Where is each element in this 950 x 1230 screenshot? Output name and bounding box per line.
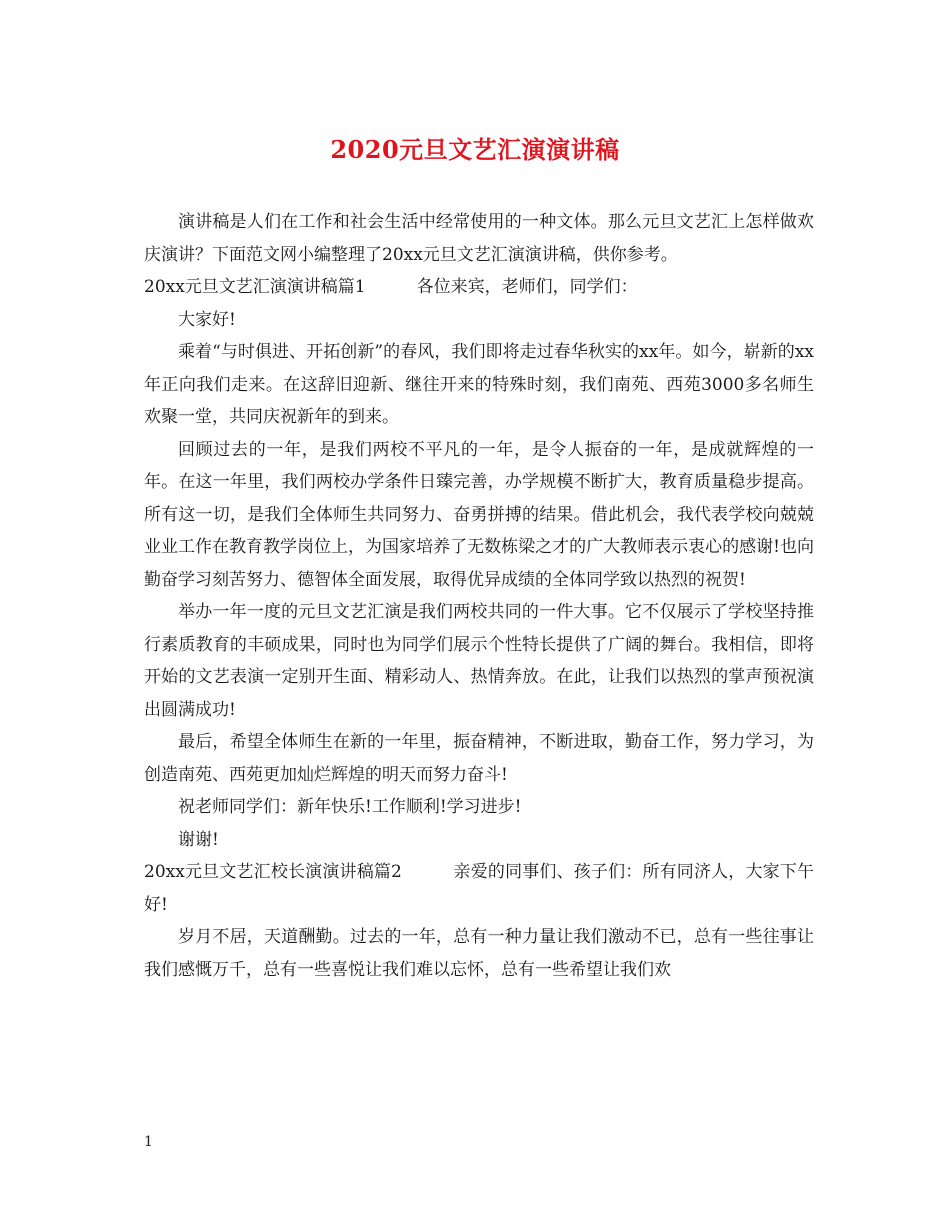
paragraph-review: 回顾过去的一年，是我们两校不平凡的一年，是令人振奋的一年，是成就辉煌的一年。在这一年里，我们两校办学条件日臻完善，办学规模不断扩大，教育质量稳步提高。所有这一切，是我们全体师生共同努力、奋勇拼搏的结果。借此机会，我代表学校向兢兢业业工作在教育教学岗位上，为国家培养了无数栋梁之才的广大教师表示衷心的感谢!也向勤奋学习刻苦努力、德智体全面发展，取得优异成绩的全体同学致以热烈的祝贺!: [144, 439, 814, 590]
paragraph-greeting: 大家好!: [178, 309, 236, 330]
document-title: 2020元旦文艺汇演演讲稿: [330, 135, 620, 164]
document-body: [144, 206, 814, 986]
paragraph-intro: 演讲稿是人们在工作和社会生活中经常使用的一种文体。那么元旦文艺汇上怎样做欢庆演讲？下面范文网小编整理了20xx元旦文艺汇演演讲稿，供你参考。: [144, 212, 814, 265]
paragraph-performance: 举办一年一度的元旦文艺汇演是我们两校共同的一件大事。它不仅展示了学校坚持推行素质教育的丰硕成果，同时也为同学们展示个性特长提供了广阔的舞台。我相信，即将开始的文艺表演一定别开生面、精彩动人、热情奔放。在此，让我们以热烈的掌声预祝演出圆满成功!: [144, 602, 814, 720]
paragraph-years: 岁月不居，天道酬勤。过去的一年，总有一种力量让我们激动不已，总有一些往事让我们感慨万千，总有一些喜悦让我们难以忘怀，总有一些希望让我们欢: [144, 927, 814, 980]
paragraph-section-1-heading: 20xx元旦文艺汇演演讲稿篇1 各位来宾，老师们，同学们：: [144, 277, 638, 297]
paragraph-closing-hope: 最后，希望全体师生在新的一年里，振奋精神，不断进取，勤奋工作，努力学习，为创造南苑、西苑更加灿烂辉煌的明天而努力奋斗!: [144, 732, 814, 785]
paragraph-thanks: 谢谢!: [178, 829, 219, 850]
paragraph-wishes: 祝老师同学们：新年快乐!工作顺利!学习进步!: [178, 797, 522, 817]
page-number: 1: [144, 1134, 153, 1150]
paragraph-new-year: 乘着“与时俱进、开拓创新”的春风，我们即将走过春华秋实的xx年。如今，崭新的xx年正向我们走来。在这辞旧迎新、继往开来的特殊时刻，我们南苑、西苑3000多名师生欢聚一堂，共同庆祝新年的到来。: [144, 342, 814, 427]
paragraph-section-2-heading: 20xx元旦文艺汇校长演演讲稿篇2 亲爱的同事们、孩子们：所有同济人，大家下午好!: [144, 862, 814, 915]
